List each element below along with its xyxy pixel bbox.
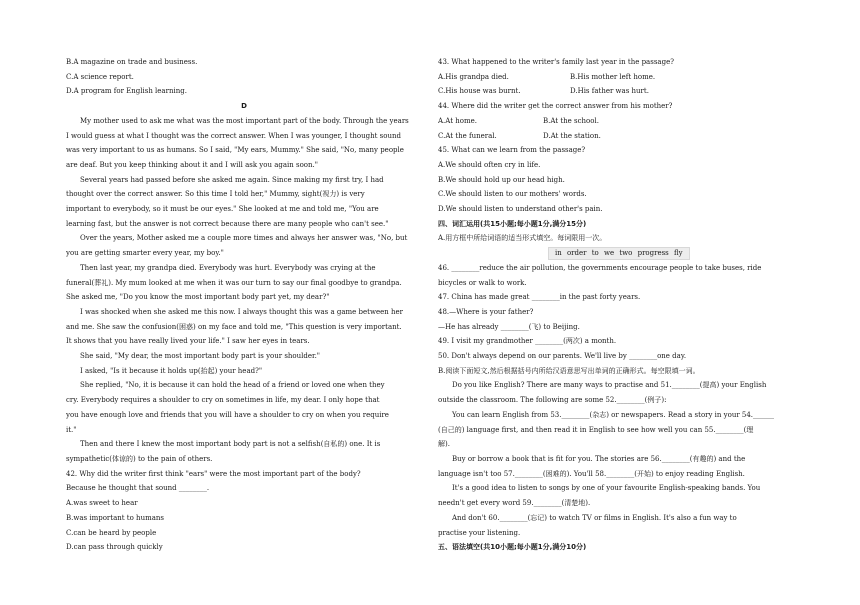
passage-line: It shows that you have really lived your life." I saw her eyes in tears. [66,337,310,346]
passage-line: My mother used to ask me what was the most important part of the body. Through the years [80,116,409,125]
passage-line: are deaf. But you keep thinking about it and I will ask you again soon." [66,160,318,169]
word-box-row [438,246,798,261]
option-d: D.His father was hurt. [570,87,649,96]
passage-line: She asked me, "Do you know the most important body part yet, my dear?" [66,293,330,302]
passage-line: language isn't too 57.________(困难的). You'll 58.________(开始) to enjoy reading English. [438,469,745,478]
section-5-title: 五、语法填空(共10小题;每小题1分,满分10分) [438,543,587,552]
question-48: 48.—Where is your father? [438,307,534,316]
passage-line: Buy or borrow a book that is fit for you. The stories are 56.________(有趣的) and the [452,454,746,463]
part-a-instruction: A.用方框中所给词语的适当形式填空。每词限用一次。 [438,234,607,243]
passage-line: practise your listening. [438,528,521,537]
passage-line: and me. She saw the confusion(困惑) on my face and told me, "This question is very important. [66,322,402,331]
passage-line: needn't get every word 59.________(清楚地). [438,499,591,508]
passage-line: important to everybody, so it must be our eyes." She looked at me and told me, "You are [66,205,379,214]
passage-line: She said, "My dear, the most important body part is your shoulder." [80,352,321,361]
option-line: B.A magazine on trade and business. [66,58,198,66]
passage-label: D [241,102,247,111]
passage-line: Then and there I knew the most important body part is not a selfish(自私的) one. It is [80,440,381,449]
passage-line: outside the classroom. The following are some 52.________(例子): [438,396,667,405]
question-50: 50. Don't always depend on our parents. We'll live by ________one day. [438,352,687,361]
options-row [438,114,798,129]
passage-line: (自己的) language first, and then read it in English to see how well you can 55.________(理 [438,425,754,434]
passage-line: Several years had passed before she asked me again. Since making my first try, I had [80,175,384,184]
options-row [438,70,798,85]
passage-line: you have enough love and friends that you will have a shoulder to cry on when you require [66,410,389,419]
option-d: D.can pass through quickly [66,543,163,552]
passage-line: funeral(葬礼). My mum looked at me when it was our turn to say our final goodbye to grandpa. [66,278,402,287]
passage-line: It's a good idea to listen to songs by one of your favourite English-speaking bands. You [452,484,761,493]
part-b-instruction: B.阅读下面短文,然后根据括号内所给汉语意思写出单词的正确形式。每空限填一词。 [438,366,700,375]
passage-line: I was shocked when she asked me this now. I always thought this was a game between her [80,307,403,316]
passage-line: You can learn English from 53.________(杂志) or newspapers. Read a story in your 54.______ [452,410,775,419]
section-4-title: 四、词汇运用(共15小题;每小题1分,满分15分) [438,219,587,228]
option-d: D.At the station. [543,131,601,140]
passage-line: Over the years, Mother asked me a couple more times and always her answer was, "No, but [80,234,408,243]
option-a: A.We should often cry in life. [438,160,541,169]
options-row [438,129,798,144]
passage-line: I asked, "Is it because it holds up(抬起) your head?" [80,366,263,375]
question-line: —He has already ________(飞) to Beijing. [438,322,580,331]
question-44: 44. Where did the writer get the correct answer from his mother? [438,102,673,111]
option-a: A.At home. [438,116,477,125]
passage-line: learning fast, but the answer is not correct because there are many people who can't see." [66,219,389,228]
options-row [438,84,798,99]
option-a: A.was sweet to hear [66,499,138,508]
question-43: 43. What happened to the writer's family last year in the passage? [438,58,674,66]
option-a: A.His grandpa died. [438,72,509,81]
option-line: D.A program for English learning. [66,87,187,96]
passage-line: She replied, "No, it is because it can hold the head of a friend or loved one when they [80,381,385,390]
passage-line: Do you like English? There are many ways to practise and 51.________(提高) your English [452,381,767,390]
passage-line: thought over the correct answer. So this time I told her," Mummy, sight(视力) is very [66,190,365,199]
passage-line: it." [66,425,77,434]
passage-line: 解). [438,440,450,449]
passage-line: I would guess at what I thought was the correct answer. When I was younger, I thought sound [66,131,401,140]
option-b: B.was important to humans [66,513,164,522]
option-d: D.We should listen to understand other's pain. [438,205,603,214]
option-line: C.A science report. [66,72,134,81]
question-42: 42. Why did the writer first think "ears" were the most important part of the body? [66,469,361,478]
option-c: C.We should listen to our mothers' words. [438,190,587,199]
left-column [66,55,422,555]
question-45: 45. What can we learn from the passage? [438,146,586,155]
passage-line: you are getting smarter every year, my boy." [66,249,224,258]
option-b: B.At the school. [543,116,599,125]
question-47: 47. China has made great ________in the past forty years. [438,293,641,302]
question-49: 49. I visit my grandmother ________(两次) a month. [438,337,617,346]
passage-line: sympathetic(体谅的) to the pain of others. [66,454,213,463]
option-c: C.can be heard by people [66,528,157,537]
passage-line: was very important to us as humans. So I said, "My ears, Mummy." She said, "No, many people [66,146,404,155]
passage-line: And don't 60.________(忘记) to watch TV or films in English. It's also a fun way to [452,513,737,522]
passage-line: Then last year, my grandpa died. Everybody was hurt. Everybody was crying at the [80,263,376,272]
option-b: B.We should hold up our head high. [438,175,565,184]
word-box: in order to we two progress fly [548,247,690,260]
question-line: bicycles or walk to work. [438,278,527,287]
question-46: 46. ________reduce the air pollution, the governments encourage people to take buses, ride [438,263,762,272]
option-c: C.At the funeral. [438,131,497,140]
passage-line: cry. Everybody requires a shoulder to cry on sometimes in life, my dear. I only hope that [66,396,380,405]
option-b: B.His mother left home. [570,72,656,81]
question-line: Because he thought that sound ________. [66,484,210,493]
right-column [438,55,798,555]
option-c: C.His house was burnt. [438,87,521,96]
